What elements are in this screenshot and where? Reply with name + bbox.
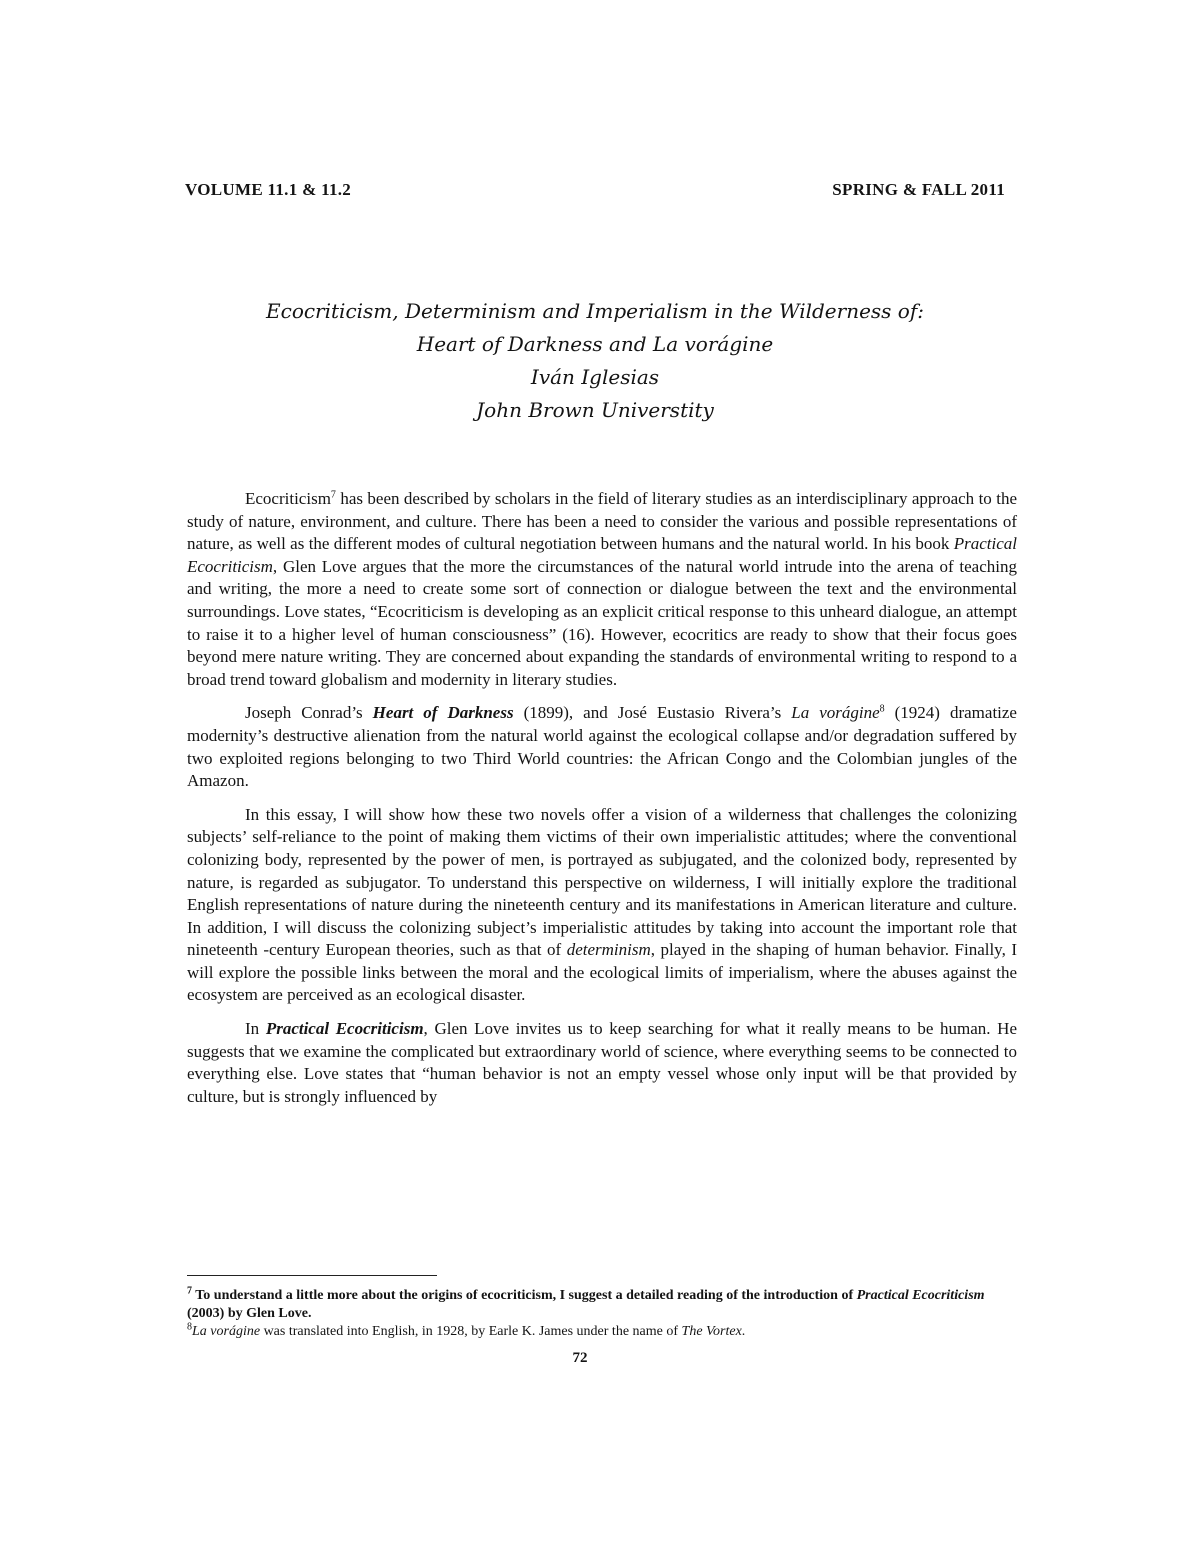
text-run: has been described by scholars in the field of literary studies as an interdisciplinary approach to the study of nature, environment, and culture. There has been a need to consider the various and possible representations of nature, as well as the different modes of cultural negotiation between humans and the natural world. In his book — [187, 489, 1017, 554]
text-run: (1924) dramatize modernity’s destructive alienation from the natural world against the ecological collapse and/or degradation suffered by two exploited regions belonging to two Third World countries: the African Congo and the Colombian jungles of the Amazon. — [187, 703, 1017, 791]
book-title: Practical Ecocriticism — [265, 1019, 424, 1039]
article-title-line-1: Ecocriticism, Determinism and Imperialism in the Wilderness of: — [266, 299, 924, 323]
paragraph-2 — [187, 702, 1017, 792]
paragraph-1 — [187, 488, 1017, 691]
footnote-mark: 7 — [187, 1285, 192, 1297]
text-run: , Glen Love argues that the more the circumstances of the natural world intrude into the arena of teaching and writing, the more a need to create some sort of connection or dialogue between the text and the environmental surroundings. Love states, “Ecocriticism is developing as an explicit critical response to this unheard dialogue, an attempt to raise it to a higher level of human consciousness” (16). However, ecocritics are ready to show that their focus goes beyond mere nature writing. They are concerned about expanding the standards of environmental writing to respond to a broad trend toward globalism and modernity in literary studies. — [187, 556, 1017, 689]
footnote-7 — [187, 1287, 1017, 1323]
footnote-ref-7[interactable]: 7 — [330, 489, 336, 501]
text-run: (1899), and José Eustasio Rivera’s — [513, 703, 792, 723]
text-run: In — [245, 1019, 266, 1039]
book-title: Practical Ecocriticism — [856, 1288, 985, 1303]
book-title: Practical Ecocriticism — [187, 534, 1017, 576]
text-run: In this essay, I will show how these two novels offer a vision of a wilderness that challenges the colonizing subjects’ self-reliance to the point of making them victims of their own imperialistic attitudes; where the conventional colonizing body, represented by the power of men, is portrayed as subjugated, and the colonized body, represented by nature, is regarded as subjugator. To understand this perspective on wilderness, I will initially explore the traditional English representations of nature during the nineteenth century and its manifestations in American literature and culture. In addition, I will discuss the colonizing subject’s imperialistic attitudes by taking into account the important role that nineteenth -century European theories, such as that of — [187, 804, 1017, 960]
text-run: To understand a little more about the origins of ecocriticism, I suggest a detailed reading of the introduction of — [192, 1288, 857, 1303]
author-affiliation: John Brown Universtity — [476, 398, 714, 422]
author-name: Iván Iglesias — [530, 365, 660, 389]
text-run: was translated into English, in 1928, by Earle K. James under the name of — [260, 1324, 682, 1339]
article-title-block — [185, 295, 1005, 427]
issue-season-label: SPRING & FALL 2011 — [832, 180, 1005, 199]
text-run: (2003) by Glen Love. — [187, 1306, 312, 1321]
text-run: Joseph Conrad’s — [245, 703, 373, 723]
text-run: Ecocriticism — [245, 489, 331, 508]
book-title: The Vortex — [681, 1324, 742, 1339]
page-number-container — [0, 1350, 1200, 1367]
footnote-mark: 8 — [187, 1321, 192, 1333]
book-title: Heart of Darkness — [372, 703, 514, 723]
text-run: , played in the shaping of human behavior. Finally, I will explore the possible links between the moral and the ecological limits of imperialism, where the abuses against the ecosystem are perceived as an ecological disaster. — [187, 940, 1017, 1005]
text-run: , Glen Love invites us to keep searching for what it really means to be human. He suggests that we examine the complicated but extraordinary world of science, where everything seems to be connected to everything else. Love states that “human behavior is not an empty vessel whose only input will be that provided by culture, but is strongly influenced by — [187, 1019, 1017, 1106]
paragraph-3 — [187, 804, 1017, 1007]
footnote-8 — [187, 1323, 1017, 1341]
article-body — [187, 488, 1017, 1119]
paragraph-4 — [187, 1018, 1017, 1108]
article-title-line-2: Heart of Darkness and La vorágine — [416, 332, 774, 356]
running-header — [185, 180, 1005, 200]
page-number: 72 — [572, 1350, 588, 1366]
volume-label: VOLUME 11.1 & 11.2 — [185, 180, 352, 199]
text-run: . — [741, 1324, 746, 1339]
footnotes — [187, 1287, 1017, 1341]
footnote-divider — [187, 1275, 437, 1276]
footnote-ref-8[interactable]: 8 — [879, 703, 885, 715]
term: determinism — [566, 940, 651, 960]
book-title: La vorágine — [192, 1324, 261, 1339]
book-title: La vorágine — [791, 703, 880, 723]
